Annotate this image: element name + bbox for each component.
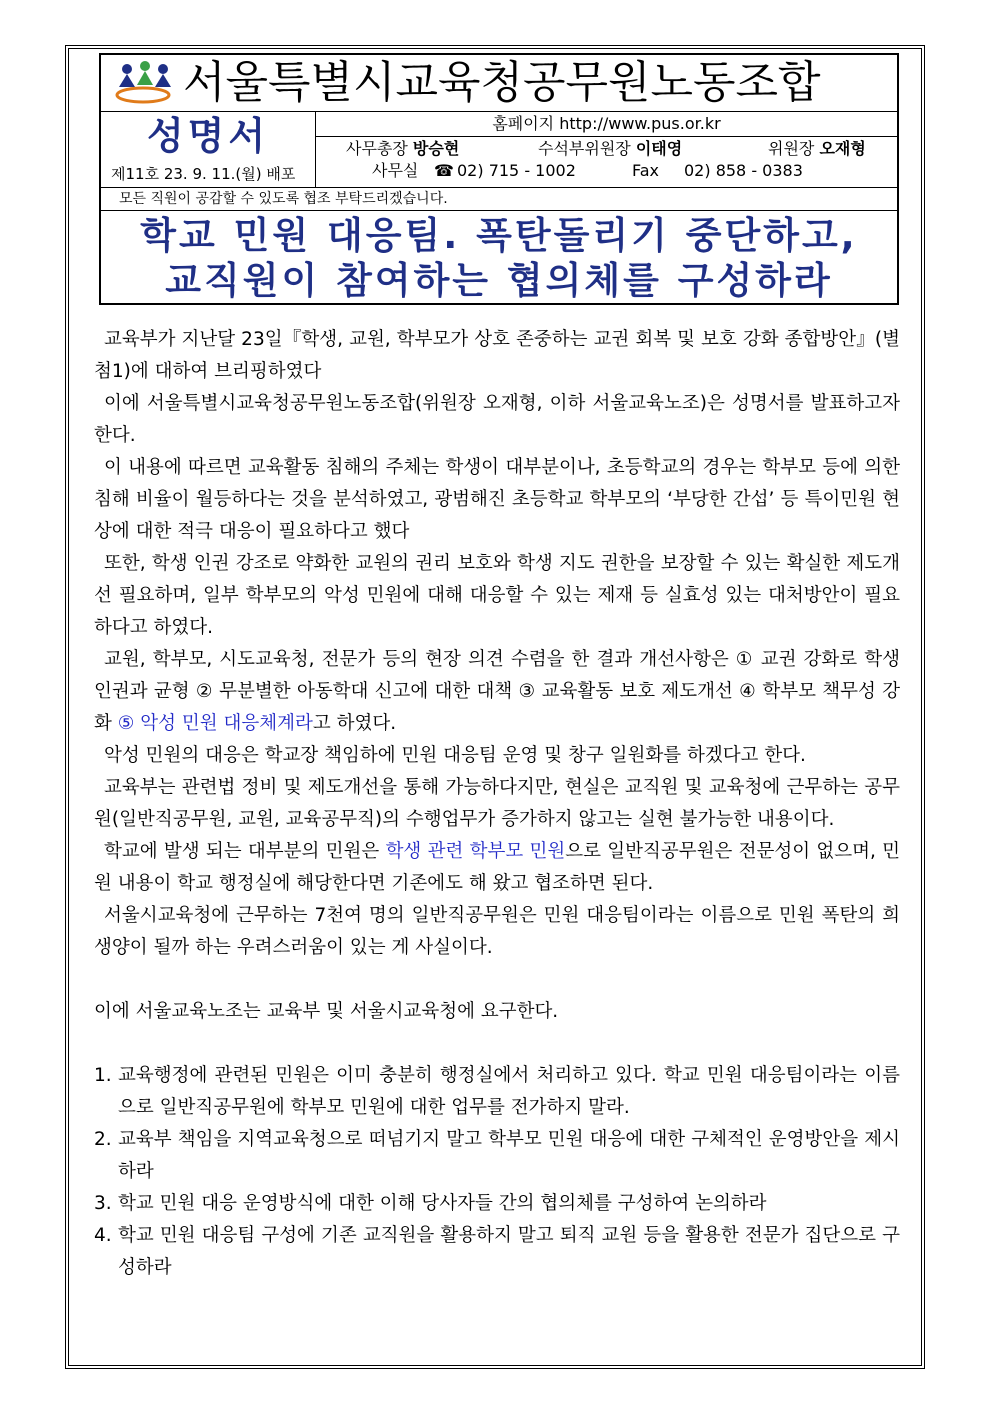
paragraph-5: 교원, 학부모, 시도교육청, 전문가 등의 현장 의견 수렴을 한 결과 개선사항은 ① 교권 강화로 학생 인권과 균형 ② 무분별한 아동학대 신고에 대한 대책 ③ 교육활동 보호 제도개선 ④ 학부모 책무성 강화 ⑤ 악성 민원 대응체계라고 하였다. [94,649,900,734]
statement-box [101,112,316,187]
list-item: 4. 학교 민원 대응팀 구성에 기존 교직원을 활용하지 말고 퇴직 교원 등을 활용한 전문가 집단으로 구성하라 [94,1225,900,1278]
demand-intro: 이에 서울교육노조는 교육부 및 서울시교육청에 요구한다. [94,1001,559,1022]
fax-number: 02) 858 - 0383 [684,161,803,180]
list-item: 3. 학교 민원 대응 운영방식에 대한 이해 당사자들 간의 협의체를 구성하여 논의하라 [94,1193,767,1214]
list-item: 1. 교육행정에 관련된 민원은 이미 충분히 행정실에서 처리하고 있다. 학교 민원 대응팀이라는 이름으로 일반직공무원에 학부모 민원에 대한 업무를 전가하지 말라. [94,1065,900,1118]
homepage-line [316,112,897,137]
org-banner [101,55,897,112]
headline-line-2: 교직원이 참여하는 협의체를 구성하라 [165,259,833,302]
headline-line-1: 학교 민원 대응팀. 폭탄돌리기 중단하고, [140,214,858,257]
paragraph-8: 학교에 발생 되는 대부분의 민원은 학생 관련 학부모 민원으로 일반직공무원은 전문성이 없으며, 민원 내용이 학교 행정실에 해당한다면 기존에도 해 왔고 협조하면 된다. [94,841,900,894]
union-logo-icon [109,57,181,107]
org-name: 서울특별시교육청공무원노동조합 [183,57,821,108]
statement-body [94,324,900,1284]
paragraph-7: 교육부는 관련법 정비 및 제도개선을 통해 가능하다지만, 현실은 교직원 및 교육청에 근무하는 공무원(일반직공무원, 교원, 교육공무직)의 수행업무가 증가하지 않고는 실현 불가능한 내용이다. [94,777,900,830]
highlight-text: ⑤ 악성 민원 대응체계라 [117,713,313,734]
officer-secretary: 사무총장 방승현 [346,139,460,158]
spacer [94,964,900,996]
officer-chair: 위원장 오재형 [768,139,866,158]
fax-label: Fax [632,161,660,180]
list-item: 2. 교육부 책임을 지역교육청으로 떠넘기지 말고 학부모 민원 대응에 대한 구체적인 운영방안을 제시하라 [94,1129,900,1182]
paragraph-1: 교육부가 지난달 23일『학생, 교원, 학부모가 상호 존중하는 교권 회복 및 보호 강화 종합방안』(별첨1)에 대하여 브리핑하였다 [94,329,900,382]
telephone-icon: ☎ [434,161,454,180]
info-row [101,112,897,188]
paragraph-2: 이에 서울특별시교육청공무원노동조합(위원장 오재형, 이하 서울교육노조)은 성명서를 발표하고자 한다. [94,393,900,446]
letterhead [99,53,899,305]
highlight-text: 학생 관련 학부모 민원 [385,841,566,862]
phone-number: 02) 715 - 1002 [457,161,576,180]
officer-vice-chair: 수석부위원장 이태영 [538,139,683,158]
paragraph-3: 이 내용에 따르면 교육활동 침해의 주체는 학생이 대부분이나, 초등학교의 경우는 학부모 등에 의한 침해 비율이 월등하다는 것을 분석하였고, 광범해진 초등학교 학부모의 ‘부당한 간섭’ 등 특이민원 현상에 대한 적극 대응이 필요하다고 했다 [94,457,900,542]
demand-list [94,1060,900,1284]
homepage-url[interactable]: http://www.pus.or.kr [559,114,721,133]
paragraph-4: 또한, 학생 인권 강조로 약화한 교원의 권리 보호와 학생 지도 권한을 보장할 수 있는 확실한 제도개선 필요하며, 일부 학부모의 악성 민원에 대해 대응할 수 있는 제재 등 실효성 있는 대처방안이 필요하다고 하였다. [94,553,901,638]
notice-row [101,188,897,211]
notice-text: 모든 직원이 공감할 수 있도록 협조 부탁드리겠습니다. [119,191,448,207]
office-label: 사무실 [372,161,419,180]
headline [101,213,897,303]
spacer [94,1028,900,1060]
homepage-label: 홈페이지 [492,114,555,133]
paragraph-6: 악성 민원의 대응은 학교장 책임하에 민원 대응팀 운영 및 창구 일원화를 하겠다고 한다. [104,745,806,766]
statement-title: 성명서 [146,114,270,158]
issue-line: 제11호 23. 9. 11.(월) 배포 [111,165,296,183]
paragraph-9: 서울시교육청에 근무하는 7천여 명의 일반직공무원은 민원 대응팀이라는 이름으로 민원 폭탄의 희생양이 될까 하는 우려스러움이 있는 게 사실이다. [94,905,900,958]
